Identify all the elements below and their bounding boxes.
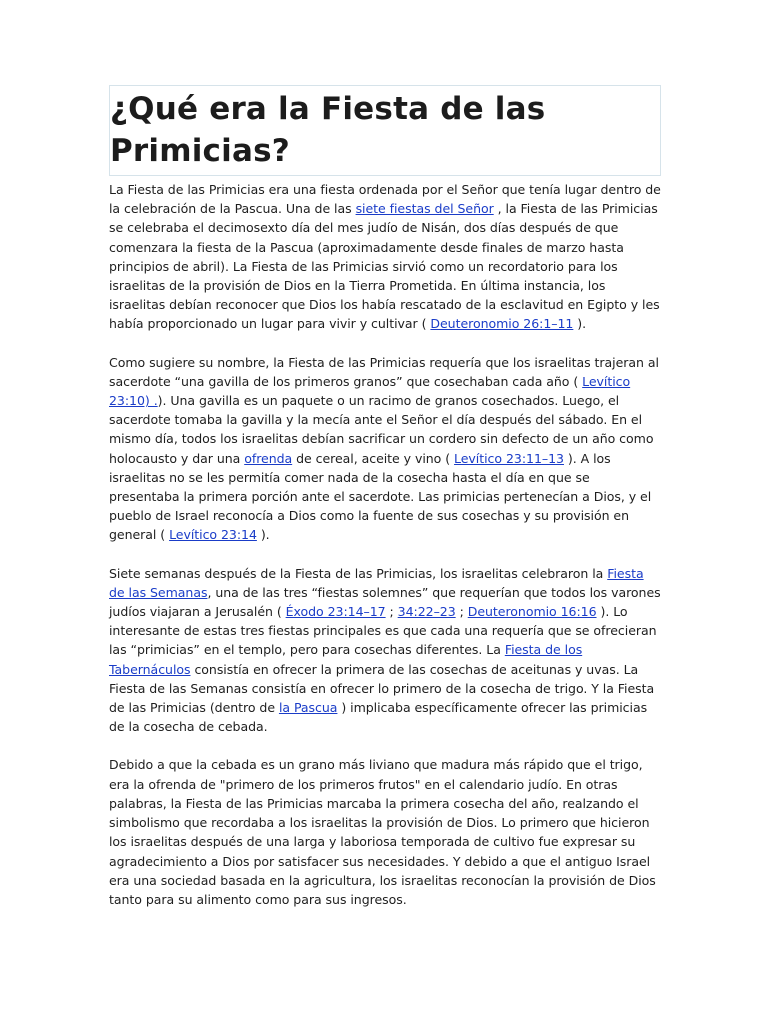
page-title: ¿Qué era la Fiesta de las Primicias? (110, 91, 546, 169)
paragraph (109, 564, 661, 737)
paragraph-text: ). (573, 316, 587, 332)
inline-link[interactable]: siete fiestas del Señor (355, 201, 494, 217)
inline-link[interactable]: Deuteronomio 26:1–11 (430, 316, 574, 332)
paragraph-text: ; (385, 604, 398, 620)
title-box (109, 85, 661, 176)
article (109, 85, 661, 928)
paragraph-text: ). (256, 527, 270, 543)
paragraph-text: ). Lo interesante de estas tres fiestas principales es que cada una requería que se ofrecieran las “primicias” en el templo, pero para cosechas diferentes. La (109, 604, 657, 658)
paragraph-text: ). Una gavilla es un paquete o un racimo de granos cosechados. Luego, el sacerdote tomaba la gavilla y la mecía ante el Señor el día después del sábado. En el mismo día, todos los israelitas debían sacrificar un cordero sin defecto de un año como holocausto y dar una (109, 393, 654, 466)
inline-link[interactable]: Levítico 23:11–13 (454, 450, 564, 466)
paragraph-text: ; (455, 604, 468, 620)
inline-link[interactable]: Levítico 23:14 (169, 527, 257, 543)
paragraph-text: Como sugiere su nombre, la Fiesta de las Primicias requería que los israelitas trajeran al sacerdote “una gavilla de los primeros granos” que cosechaban cada año ( (109, 354, 659, 389)
inline-link[interactable]: la Pascua (278, 700, 338, 716)
article-body (109, 180, 661, 909)
paragraph (109, 353, 661, 545)
paragraph-text: Debido a que la cebada es un grano más liviano que madura más rápido que el trigo, era la ofrenda de "primero de los primeros frutos" en el calendario judío. En otras palabras, la Fiesta de las Primicias marcaba la primera cosecha del año, realzando el simbolismo que recordaba a los israelitas la provisión de Dios. Lo primero que hicieron los israelitas después de una larga y laboriosa temporada de cultivo fue expresar su agradecimiento a Dios por satisfacer sus necesidades. Y debido a que el antiguo Israel era una sociedad basada en la agricultura, los israelitas reconocían la provisión de Dios tanto para su alimento como para sus ingresos. (109, 757, 656, 907)
inline-link[interactable]: Fiesta de los Tabernáculos (109, 642, 583, 677)
paragraph-text: ). A los israelitas no se les permitía comer nada de la cosecha hasta el día en que se presentaba la primera porción ante el sacerdote. Las primicias pertenecían a Dios, y el pueblo de Israel reconocía a Dios como la fuente de sus cosechas y su provisión en general ( (109, 450, 652, 543)
inline-link[interactable]: Éxodo 23:14–17 (285, 604, 386, 620)
inline-link[interactable]: 34:22–23 (397, 604, 456, 620)
paragraph (109, 755, 661, 909)
paragraph-text: , una de las tres “fiestas solemnes” que requerían que todos los varones judíos viajaran a Jerusalén ( (109, 584, 661, 620)
paragraph-text: La Fiesta de las Primicias era una fiesta ordenada por el Señor que tenía lugar dentro de la celebración de la Pascua. Una de las (109, 182, 661, 217)
inline-link[interactable]: ofrenda (244, 450, 293, 466)
paragraph-text: consistía en ofrecer la primera de las cosechas de aceitunas y uvas. La Fiesta de las Semanas consistía en ofrecer lo primero de la cosecha de trigo. Y la Fiesta de las Primicias (dentro de (109, 661, 655, 716)
inline-link[interactable]: Fiesta de las Semanas (109, 565, 644, 600)
paragraph-text: ) implicaba específicamente ofrecer las primicias de la cosecha de cebada. (109, 700, 648, 735)
paragraph-text: , la Fiesta de las Primicias se celebraba el decimosexto día del mes judío de Nisán, dos días después de que comenzara la fiesta de la Pascua (aproximadamente desde finales de marzo hasta principios de abril). La Fiesta de las Primicias sirvió como un recordatorio para los israelitas de la provisión de Dios en la Tierra Prometida. En última instancia, los israelitas debían reconocer que Dios los había rescatado de la esclavitud en Egipto y les había proporcionado un lugar para vivir y cultivar ( (109, 201, 660, 332)
paragraph-text: Siete semanas después de la Fiesta de las Primicias, los israelitas celebraron la (109, 565, 608, 581)
inline-link[interactable]: Levítico 23:10) . (109, 373, 631, 409)
inline-link[interactable]: Deuteronomio 16:16 (467, 604, 597, 620)
paragraph (109, 180, 661, 334)
paragraph-text: de cereal, aceite y vino ( (292, 450, 455, 466)
